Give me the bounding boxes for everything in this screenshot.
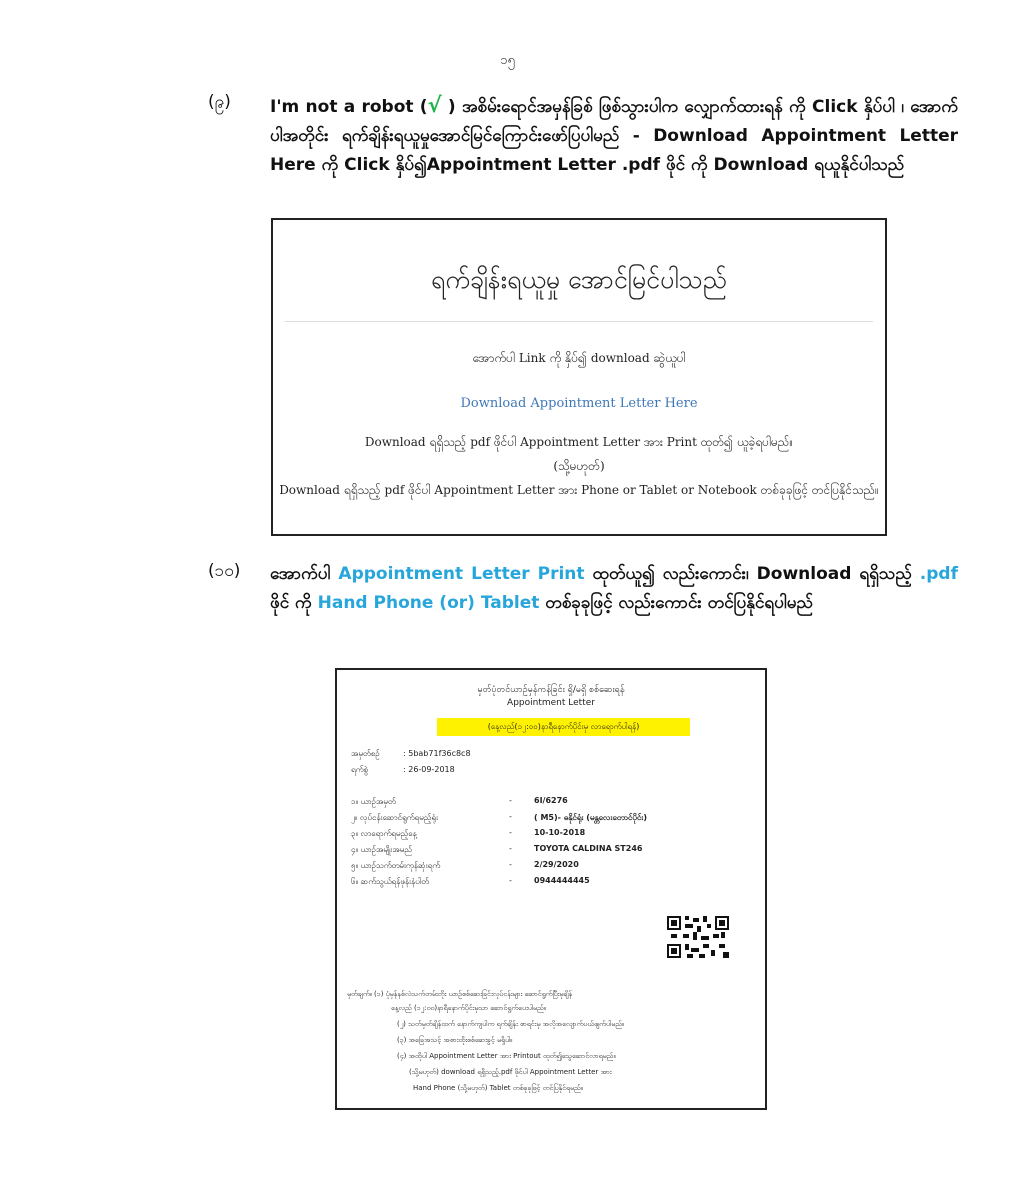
step-9	[208, 91, 958, 211]
row-label: ၁။ ယာဉ်အမှတ်	[351, 797, 396, 806]
step-9-text	[270, 91, 958, 180]
download-instruction: အောက်ပါ Link ကို နှိပ်၍ download ဆွဲယူပါ	[472, 351, 686, 365]
row-label: ၅။ ယာဉ်သက်တမ်းကုန်ဆုံးရက်	[351, 861, 441, 870]
page-number: ၁၅	[500, 53, 515, 68]
letter-date	[351, 764, 455, 776]
row-dash: -	[509, 828, 512, 837]
step-10-number: (၁၀)	[208, 561, 241, 581]
row-dash: -	[509, 844, 512, 853]
letter-note: (၂) သတ်မှတ်ချိန်ထက် နောက်ကျပါက ရက်ချိန်း စာရင်းမှ အလိုအလျောက်ပယ်ဖျက်ပါမည်။	[397, 1020, 625, 1028]
letter-note: (သို့မဟုတ်) download ရရှိသည့်.pdf ဖိုင်ပါ Appointment Letter အား	[409, 1068, 612, 1076]
row-label: ၂။ လုပ်ငန်းဆောင်ရွက်ရမည့်ရုံး	[351, 813, 439, 822]
step-10-text-part: ထုတ်ယူ၍ လည်းကောင်း၊ Download ရရှိသည့်	[584, 564, 920, 584]
row-value: 6I/6276	[534, 796, 568, 805]
letter-id	[351, 748, 471, 760]
letter-heading: မှတ်ပုံတင်ယာဉ်မှန်ကန်ခြင်း ရှိ/မရှိ စစ်ဆေးရန်	[477, 685, 625, 695]
step-9-text-part: I'm not a robot (	[270, 97, 428, 117]
step-10-text-part: ဖိုင် ကို	[270, 593, 318, 613]
step-9-number: (၉)	[208, 92, 231, 112]
letter-note: မှတ်ချက်။ (၁) ပုံမှန်နစ်လဲသက်တမ်းတိုး ယာဉ်စစ်ဆေးခြင်းလုပ်ငန်းများ ဆောင်ရွက်ပြီးမှချိန်	[347, 990, 573, 998]
divider	[285, 321, 873, 322]
letter-date-value: : 26-09-2018	[403, 765, 455, 774]
qr-code-icon	[667, 916, 729, 958]
print-note: Download ရရှိသည့် pdf ဖိုင်ပါ Appointment Letter အား Print ထုတ်၍ ယူခဲ့ရပါမည်။	[364, 435, 794, 449]
letter-subheading: Appointment Letter	[507, 698, 595, 708]
row-label: ၆။ ဆက်သွယ်ရန်ဖုန်းနံပါတ်	[351, 877, 429, 886]
row-label: ၃။ လာရောက်ရမည့်နေ့	[351, 829, 417, 838]
row-value: TOYOTA CALDINA ST246	[534, 844, 643, 853]
row-dash: -	[509, 796, 512, 805]
letter-note: (၄) အထိုပါ Appointment Letter အား Printout ထုတ်၍သွေဆောင်လာရမည်။	[397, 1052, 616, 1060]
letter-banner: (နေ့လည်(၁၂:၀၀)နာရီနောက်ပိုင်းမှ လာရောက်ပါရန်)	[437, 718, 690, 736]
highlight-print: Appointment Letter Print	[338, 564, 585, 584]
device-note: Download ရရှိသည့် pdf ဖိုင်ပါ Appointment Letter အား Phone or Tablet or Notebook တစ်ခုခုဖြင့် တင်ပြနိုင်သည်။	[279, 483, 879, 497]
row-dash: -	[509, 812, 512, 821]
row-value: 2/29/2020	[534, 860, 579, 869]
row-value: 0944444445	[534, 876, 590, 885]
download-appointment-link[interactable]: Download Appointment Letter Here	[460, 396, 698, 411]
letter-date-label: ရက်စွဲ	[351, 765, 368, 774]
letter-id-label: အမှတ်စဉ်	[351, 749, 380, 758]
letter-note: နေ့လည် (၁၂:၀၀)နာရီနောက်ပိုင်းမှသာ ဆောင်ရွက်ပေးပါမည်။	[391, 1004, 546, 1012]
highlight-pdf: .pdf	[919, 564, 958, 584]
row-value: 10-10-2018	[534, 828, 586, 837]
or-note: (သို့မဟုတ်)	[553, 459, 605, 473]
step-10-text-part: အောက်ပါ	[270, 564, 339, 584]
row-label: ၄။ ယာဉ်အမျိုးအမည်	[351, 845, 412, 854]
check-icon: √	[427, 93, 442, 117]
letter-note: Hand Phone (သို့မဟုတ်) Tablet တစ်ခုခုဖြင့် တင်ပြနိုင်ရမည်။	[413, 1084, 583, 1092]
letter-note: (၃) အခြေအသင့် အစားထိုးစစ်ဆေးခွင့် မရှိပါ။	[397, 1036, 513, 1044]
row-dash: -	[509, 876, 512, 885]
letter-id-value: : 5bab71f36c8c8	[403, 749, 471, 758]
success-title: ရက်ချိန်းရယူမှု အောင်မြင်ပါသည်	[431, 265, 727, 294]
step-10-text-part: တစ်ခုခုဖြင့် လည်းကောင်း တင်ပြနိုင်ရပါမည်	[539, 593, 813, 613]
success-screenshot	[271, 218, 887, 536]
step-10	[208, 560, 958, 655]
step-9-text-part: ) အစိမ်းရောင်အမှန်ခြစ် ဖြစ်သွားပါက လျှောက်ထားရန် ကို Click နှိပ်ပါ ၊ အောက်ပါအတိုင်း ရက်ချိန်းရယူမှုအောင်မြင်ကြောင်းဖော်ပြပါမည် - Download Appointment Letter Here ကို Click နှိပ်၍Appointment Letter .pdf ဖိုင် ကို Download ရယူနိုင်ပါသည်	[270, 97, 959, 175]
step-10-text	[270, 560, 958, 618]
highlight-device: Hand Phone (or) Tablet	[317, 593, 540, 613]
row-value: ( M5)- ဓနိုင်ရုံး (မန္တလေးတောင်ပိုင်း)	[534, 813, 647, 822]
row-dash: -	[509, 860, 512, 869]
appointment-letter	[335, 668, 767, 1110]
